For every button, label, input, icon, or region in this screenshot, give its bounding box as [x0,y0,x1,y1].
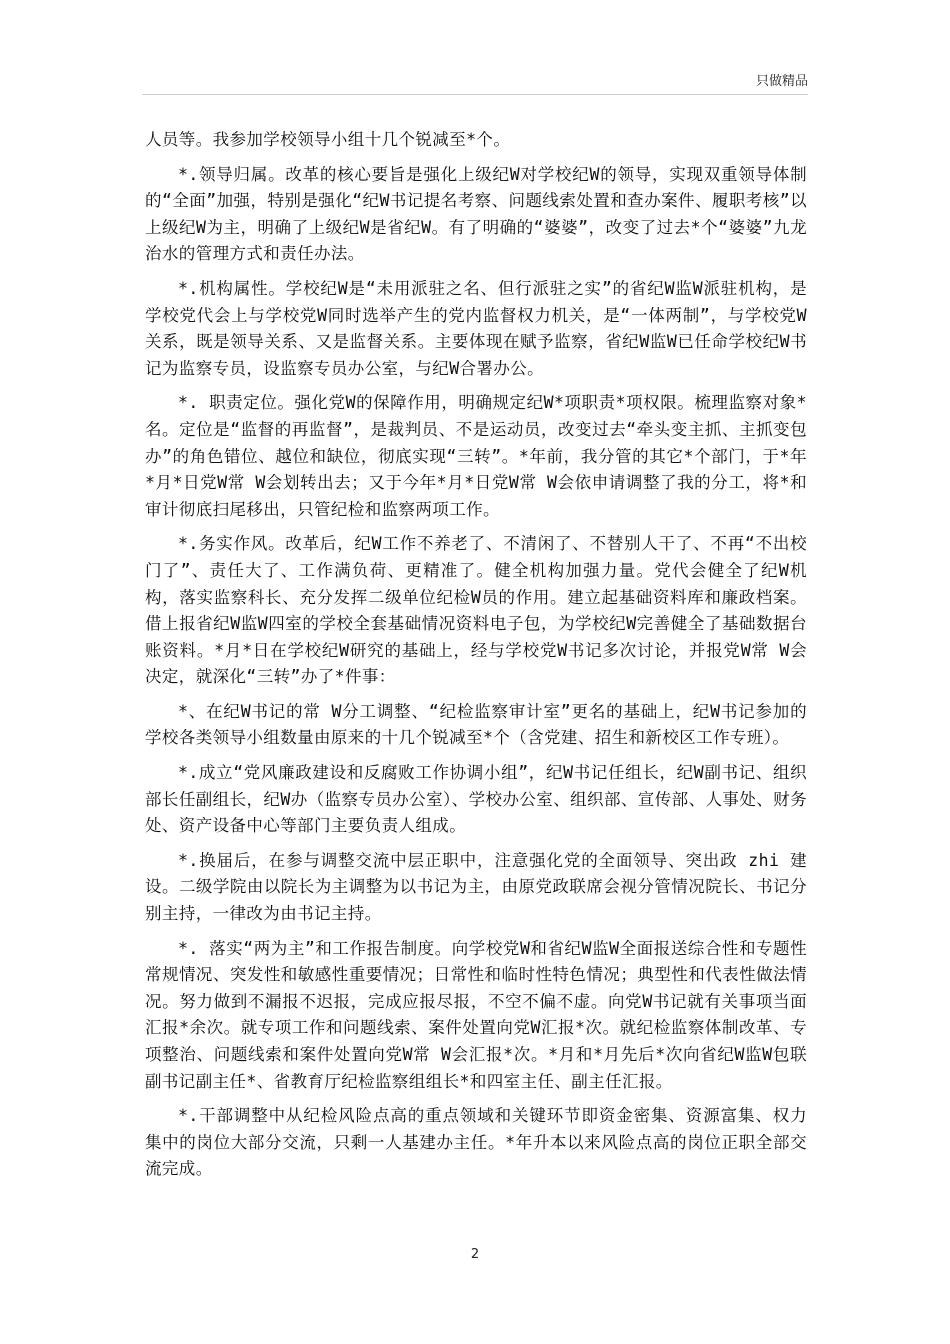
header-note: 只做精品 [755,74,808,89]
paragraph-item-reelection: *.换届后，在参与调整交流中层正职中，注意强化党的全面领导、突出政 zhi 建设。二级学院由以院长为主调整为以书记为主，由原党政联席会视分管情况院长、书记分别主持，一律改为由书记主持。 [145,850,807,924]
paragraph-item-groups: *、在纪W书记的常 W分工调整、“纪检监察审计室”更名的基础上，纪W书记参加的学校各类领导小组数量由原来的十几个锐减至*个（含党建、招生和新校区工作专班）。 [145,701,807,748]
paragraph-item-reporting: *. 落实“两为主”和工作报告制度。向学校党W和省纪W监W全面报送综合性和专题性常规情况、突发性和敏感性重要情况；日常性和临时性特色情况；典型性和代表性做法情况。努力做到不漏报不迟报，完成应报尽报，不空不偏不虚。向党W书记就有关事项当面汇报*余次。就专项工作和问题线索、案件处置向党W汇报*次。就纪检监察体制改革、专项整治、问题线索和案件处置向党W常 W会汇报*次。*月和*月先后*次向省纪W监W包联副书记副主任*、省教育厅纪检监察组组长*和四室主任、副主任汇报。 [145,938,807,1091]
paragraph-continuation: 人员等。我参加学校领导小组十几个锐减至*个。 [145,130,511,149]
paragraph-leadership: *.领导归属。改革的核心要旨是强化上级纪W对学校纪W的领导，实现双重领导体制的“全面”加强，特别是强化“纪W书记提名考察、问题线索处置和查办案件、履职考核”以上级纪W为主，明确了上级纪W是省纪W。有了明确的“婆婆”，改变了过去*个“婆婆”九龙治水的管理方式和责任办法。 [145,164,807,264]
paragraph-duties: *. 职责定位。强化党W的保障作用，明确规定纪W*项职责*项权限。梳理监察对象*名。定位是“监督的再监督”，是裁判员、不是运动员，改变过去“牵头变主抓、主抓变包办”的角色错位、越位和缺位，彻底实现“三转”。*年前，我分管的其它*个部门，于*年*月*日党W常 W会划转出去；又于今年*月*日党W常 W会依申请调整了我的分工，将*和审计彻底扫尾移出，只管纪检和监察两项工作。 [145,393,807,519]
paragraph-item-rotation: *.干部调整中从纪检风险点高的重点领域和关键环节即资金密集、资源富集、权力集中的岗位大部分交流，只剩一人基建办主任。*年升本以来风险点高的岗位正职全部交流完成。 [145,1106,807,1179]
paragraph-item-coordination: *.成立“党风廉政建设和反腐败工作协调小组”，纪W书记任组长，纪W副书记、组织部长任副组长，纪W办（监察专员办公室）、学校办公室、组织部、宣传部、人事处、财务处、资产设备中心等部门主要负责人组成。 [145,763,807,836]
page-number: 2 [470,1247,480,1262]
paragraph-institution: *.机构属性。学校纪W是“未用派驻之名、但行派驻之实”的省纪W监W派驻机构，是学校党代会上与学校党W同时选举产生的党内监督权力机关，是“一体两制”，与学校党W关系，既是领导关系、又是监督关系。主要体现在赋予监察，省纪W监W已任命学校纪W书记为监察专员，设监察专员办公室，与纪W合署办公。 [145,278,807,378]
paragraph-work-style: *.务实作风。改革后，纪W工作不养老了、不清闲了、不替别人干了、不再“不出校门了”、责任大了、工作满负荷、更精准了。健全机构加强力量。党代会健全了纪W机构，落实监察科长、充分发挥二级单位纪检W员的作用。建立起基础资料库和廉政档案。借上报省纪W监W四室的学校全套基础情况资料电子包，为学校纪W完善健全了基础数据台账资料。*月*日在学校纪W研究的基础上，经与学校党W书记多次讨论，并报党W常 W会决定，就深化“三转”办了*件事： [145,534,807,687]
header-divider [142,94,808,95]
document-body [145,127,807,1191]
